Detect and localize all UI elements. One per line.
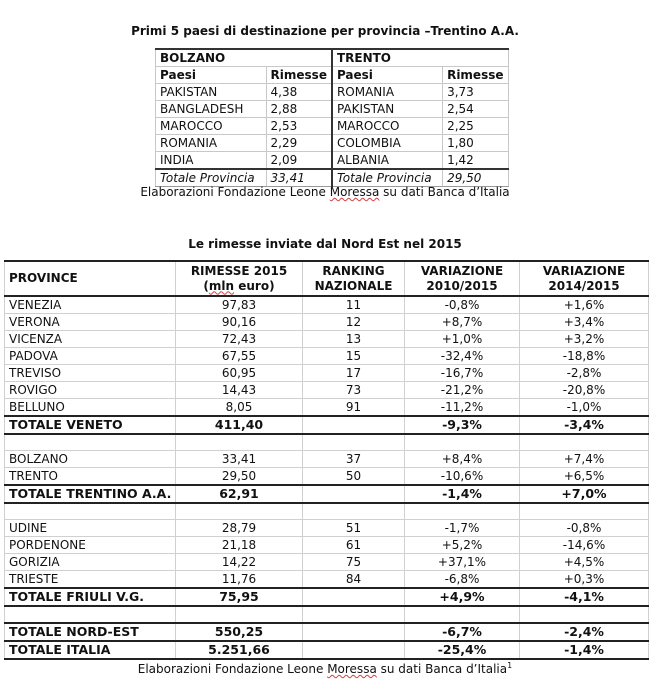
table-row bbox=[5, 520, 649, 537]
bolzano-heading: BOLZANO bbox=[156, 49, 332, 67]
source-text: Moressa bbox=[327, 662, 377, 676]
province-cell: TRENTO bbox=[5, 468, 176, 486]
variation-2010-2015-cell: -21,2% bbox=[405, 382, 520, 399]
variation-2014-2015-cell: -3,4% bbox=[520, 416, 649, 434]
variation-2014-2015-cell: +6,5% bbox=[520, 468, 649, 486]
total-row bbox=[5, 641, 649, 659]
total-row bbox=[5, 588, 649, 606]
value-cell: 1,42 bbox=[443, 152, 509, 170]
country-cell: PAKISTAN bbox=[156, 84, 267, 101]
country-cell: MAROCCO bbox=[332, 118, 443, 135]
ranking-cell: 84 bbox=[303, 571, 405, 589]
col-ranking bbox=[303, 261, 405, 296]
total-row bbox=[156, 169, 509, 187]
rimesse-cell: 29,50 bbox=[176, 468, 303, 486]
footnote-mark: 1 bbox=[507, 661, 513, 670]
empty-cell bbox=[5, 434, 176, 451]
variation-2010-2015-cell: +8,7% bbox=[405, 314, 520, 331]
variation-2014-2015-cell: -1,4% bbox=[520, 641, 649, 659]
empty-cell bbox=[176, 434, 303, 451]
ranking-cell: 91 bbox=[303, 399, 405, 417]
header-row bbox=[5, 261, 649, 296]
value-cell: 2,09 bbox=[266, 152, 332, 170]
ranking-cell bbox=[303, 623, 405, 641]
col-var-2014-2015 bbox=[520, 261, 649, 296]
province-cell: UDINE bbox=[5, 520, 176, 537]
ranking-cell: 15 bbox=[303, 348, 405, 365]
table-row bbox=[5, 296, 649, 314]
table-row bbox=[5, 571, 649, 589]
rimesse-cell: 28,79 bbox=[176, 520, 303, 537]
variation-2014-2015-cell: -14,6% bbox=[520, 537, 649, 554]
table-row bbox=[156, 118, 509, 135]
variation-2010-2015-cell: -9,3% bbox=[405, 416, 520, 434]
variation-2014-2015-cell: +3,4% bbox=[520, 314, 649, 331]
rimesse-cell: 411,40 bbox=[176, 416, 303, 434]
table-row bbox=[5, 314, 649, 331]
top-table-title: Primi 5 paesi di destinazione per provincia –Trentino A.A. bbox=[131, 24, 519, 38]
variation-2014-2015-cell: -1,0% bbox=[520, 399, 649, 417]
value-cell: 4,38 bbox=[266, 84, 332, 101]
variation-2014-2015-cell: -4,1% bbox=[520, 588, 649, 606]
table-row bbox=[156, 101, 509, 118]
province-cell: TOTALE ITALIA bbox=[5, 641, 176, 659]
ranking-cell bbox=[303, 641, 405, 659]
province-cell: TOTALE NORD-EST bbox=[5, 623, 176, 641]
rimesse-cell: 75,95 bbox=[176, 588, 303, 606]
variation-2010-2015-cell: +4,9% bbox=[405, 588, 520, 606]
province-cell: TOTALE TRENTINO A.A. bbox=[5, 485, 176, 503]
ranking-cell: 13 bbox=[303, 331, 405, 348]
header-text: 2014/2015 bbox=[548, 278, 620, 293]
rimesse-cell: 60,95 bbox=[176, 365, 303, 382]
trento-heading: TRENTO bbox=[332, 49, 509, 67]
variation-2010-2015-cell: +5,2% bbox=[405, 537, 520, 554]
empty-cell bbox=[520, 503, 649, 520]
total-row bbox=[5, 416, 649, 434]
country-cell: INDIA bbox=[156, 152, 267, 170]
total-label-right: Totale Provincia bbox=[332, 169, 443, 187]
province-cell: PORDENONE bbox=[5, 537, 176, 554]
top-source-note bbox=[0, 185, 650, 199]
table-row bbox=[5, 348, 649, 365]
spacer-row bbox=[5, 606, 649, 623]
main-table-title: Le rimesse inviate dal Nord Est nel 2015 bbox=[188, 237, 462, 251]
ranking-cell: 11 bbox=[303, 296, 405, 314]
source-text: Elaborazioni Fondazione Leone bbox=[137, 662, 328, 676]
variation-2014-2015-cell: +7,4% bbox=[520, 451, 649, 468]
col-var-2010-2015 bbox=[405, 261, 520, 296]
total-row bbox=[5, 485, 649, 503]
header-text: RIMESSE 2015 bbox=[190, 263, 288, 278]
ranking-cell: 73 bbox=[303, 382, 405, 399]
variation-2010-2015-cell: -32,4% bbox=[405, 348, 520, 365]
variation-2010-2015-cell: -11,2% bbox=[405, 399, 520, 417]
ranking-cell bbox=[303, 416, 405, 434]
header-text: ( bbox=[203, 278, 209, 293]
rimesse-cell: 67,55 bbox=[176, 348, 303, 365]
header-text: mln bbox=[208, 278, 235, 293]
province-cell: ROVIGO bbox=[5, 382, 176, 399]
province-cell: VICENZA bbox=[5, 331, 176, 348]
province-cell: TOTALE VENETO bbox=[5, 416, 176, 434]
variation-2010-2015-cell: -1,4% bbox=[405, 485, 520, 503]
variation-2010-2015-cell: -6,7% bbox=[405, 623, 520, 641]
source-text: su dati Banca d’Italia bbox=[379, 185, 510, 199]
ranking-cell bbox=[303, 485, 405, 503]
total-row bbox=[5, 623, 649, 641]
rimesse-cell: 62,91 bbox=[176, 485, 303, 503]
ranking-cell: 17 bbox=[303, 365, 405, 382]
empty-cell bbox=[520, 434, 649, 451]
value-cell: 2,88 bbox=[266, 101, 332, 118]
empty-cell bbox=[405, 606, 520, 623]
col-country-right: Paesi bbox=[332, 67, 443, 84]
rimesse-cell: 11,76 bbox=[176, 571, 303, 589]
empty-cell bbox=[520, 606, 649, 623]
variation-2014-2015-cell: -0,8% bbox=[520, 520, 649, 537]
table-row bbox=[5, 331, 649, 348]
ranking-cell: 51 bbox=[303, 520, 405, 537]
header-text: RANKING bbox=[322, 263, 385, 278]
province-cell: PADOVA bbox=[5, 348, 176, 365]
variation-2010-2015-cell: -1,7% bbox=[405, 520, 520, 537]
header-text: 2010/2015 bbox=[426, 278, 498, 293]
col-country-left: Paesi bbox=[156, 67, 267, 84]
variation-2010-2015-cell: +37,1% bbox=[405, 554, 520, 571]
table-row bbox=[156, 152, 509, 170]
variation-2010-2015-cell: -0,8% bbox=[405, 296, 520, 314]
rimesse-cell: 550,25 bbox=[176, 623, 303, 641]
variation-2010-2015-cell: -25,4% bbox=[405, 641, 520, 659]
country-cell: ROMANIA bbox=[156, 135, 267, 152]
variation-2014-2015-cell: +0,3% bbox=[520, 571, 649, 589]
ranking-cell: 75 bbox=[303, 554, 405, 571]
header-text: VARIAZIONE bbox=[420, 263, 504, 278]
country-cell: ROMANIA bbox=[332, 84, 443, 101]
rimesse-cell: 14,43 bbox=[176, 382, 303, 399]
ranking-cell bbox=[303, 588, 405, 606]
table-row bbox=[5, 399, 649, 417]
province-cell: BELLUNO bbox=[5, 399, 176, 417]
ranking-cell: 37 bbox=[303, 451, 405, 468]
variation-2014-2015-cell: -2,8% bbox=[520, 365, 649, 382]
variation-2010-2015-cell: -16,7% bbox=[405, 365, 520, 382]
variation-2014-2015-cell: +4,5% bbox=[520, 554, 649, 571]
province-cell: TOTALE FRIULI V.G. bbox=[5, 588, 176, 606]
rimesse-cell: 72,43 bbox=[176, 331, 303, 348]
spacer-row bbox=[5, 503, 649, 520]
country-cell: ALBANIA bbox=[332, 152, 443, 170]
province-cell: TREVISO bbox=[5, 365, 176, 382]
table-row bbox=[5, 382, 649, 399]
main-source-note bbox=[0, 661, 650, 676]
source-text: su dati Banca d’Italia bbox=[376, 662, 508, 676]
country-cell: BANGLADESH bbox=[156, 101, 267, 118]
table-row bbox=[5, 365, 649, 382]
empty-cell bbox=[5, 503, 176, 520]
rimesse-cell: 8,05 bbox=[176, 399, 303, 417]
value-cell: 2,53 bbox=[266, 118, 332, 135]
country-cell: COLOMBIA bbox=[332, 135, 443, 152]
empty-cell bbox=[5, 606, 176, 623]
variation-2014-2015-cell: +7,0% bbox=[520, 485, 649, 503]
variation-2014-2015-cell: -20,8% bbox=[520, 382, 649, 399]
top-countries-table bbox=[155, 48, 509, 187]
table-row bbox=[5, 468, 649, 486]
province-cell: VENEZIA bbox=[5, 296, 176, 314]
variation-2014-2015-cell: +3,2% bbox=[520, 331, 649, 348]
empty-cell bbox=[303, 434, 405, 451]
value-cell: 2,54 bbox=[443, 101, 509, 118]
variation-2014-2015-cell: -2,4% bbox=[520, 623, 649, 641]
total-value-left: 33,41 bbox=[266, 169, 332, 187]
empty-cell bbox=[176, 606, 303, 623]
rimesse-cell: 14,22 bbox=[176, 554, 303, 571]
table-row bbox=[5, 537, 649, 554]
province-cell: BOLZANO bbox=[5, 451, 176, 468]
variation-2010-2015-cell: +1,0% bbox=[405, 331, 520, 348]
province-cell: TRIESTE bbox=[5, 571, 176, 589]
empty-cell bbox=[405, 434, 520, 451]
variation-2010-2015-cell: -6,8% bbox=[405, 571, 520, 589]
total-value-right: 29,50 bbox=[443, 169, 509, 187]
header-text: NAZIONALE bbox=[314, 278, 393, 293]
col-value-left: Rimesse bbox=[266, 67, 332, 84]
rimesse-cell: 97,83 bbox=[176, 296, 303, 314]
empty-cell bbox=[303, 503, 405, 520]
source-text: Moressa bbox=[329, 185, 380, 199]
ranking-cell: 12 bbox=[303, 314, 405, 331]
variation-2014-2015-cell: +1,6% bbox=[520, 296, 649, 314]
header-text: VARIAZIONE bbox=[542, 263, 626, 278]
province-cell: GORIZIA bbox=[5, 554, 176, 571]
province-cell: VERONA bbox=[5, 314, 176, 331]
ranking-cell: 61 bbox=[303, 537, 405, 554]
value-cell: 3,73 bbox=[443, 84, 509, 101]
header-text: euro) bbox=[234, 278, 275, 293]
value-cell: 2,25 bbox=[443, 118, 509, 135]
value-cell: 2,29 bbox=[266, 135, 332, 152]
table-row bbox=[156, 84, 509, 101]
country-cell: PAKISTAN bbox=[332, 101, 443, 118]
source-text: Elaborazioni Fondazione Leone bbox=[140, 185, 330, 199]
col-rimesse bbox=[176, 261, 303, 296]
col-province: PROVINCE bbox=[5, 261, 176, 296]
rimesse-cell: 21,18 bbox=[176, 537, 303, 554]
rimesse-cell: 90,16 bbox=[176, 314, 303, 331]
empty-cell bbox=[405, 503, 520, 520]
spacer-row bbox=[5, 434, 649, 451]
variation-2010-2015-cell: +8,4% bbox=[405, 451, 520, 468]
rimesse-cell: 5.251,66 bbox=[176, 641, 303, 659]
remittances-table bbox=[4, 260, 649, 660]
col-value-right: Rimesse bbox=[443, 67, 509, 84]
empty-cell bbox=[176, 503, 303, 520]
rimesse-cell: 33,41 bbox=[176, 451, 303, 468]
total-label-left: Totale Provincia bbox=[156, 169, 267, 187]
ranking-cell: 50 bbox=[303, 468, 405, 486]
variation-2014-2015-cell: -18,8% bbox=[520, 348, 649, 365]
empty-cell bbox=[303, 606, 405, 623]
variation-2010-2015-cell: -10,6% bbox=[405, 468, 520, 486]
value-cell: 1,80 bbox=[443, 135, 509, 152]
table-row bbox=[5, 451, 649, 468]
table-row bbox=[156, 135, 509, 152]
country-cell: MAROCCO bbox=[156, 118, 267, 135]
table-row bbox=[5, 554, 649, 571]
